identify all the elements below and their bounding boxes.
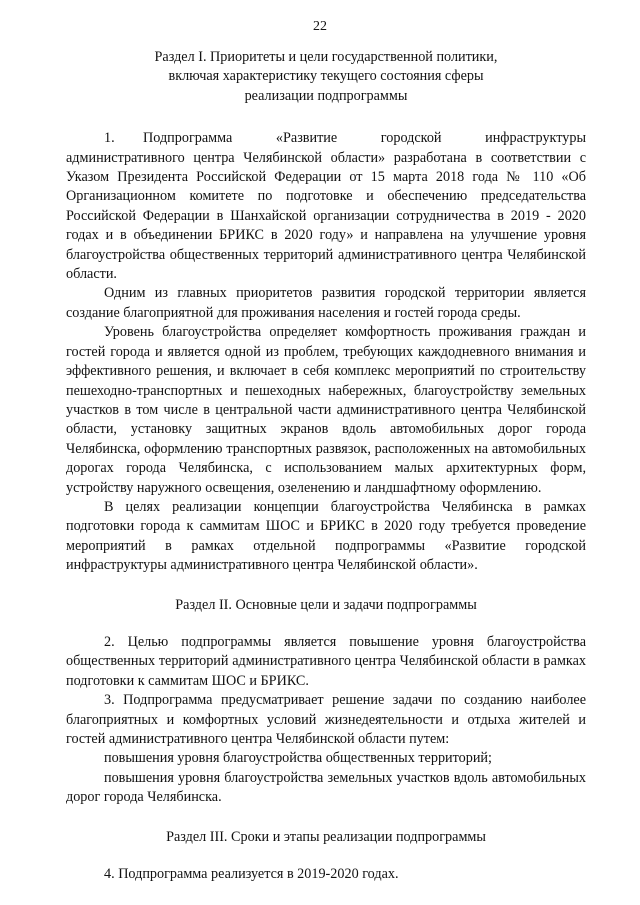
paragraph-2: 2. Целью подпрограммы является повышение уровня благоустройства общественных территорий административного центра Челябинской области в рамках подготовки к саммитам ШОС и БРИКС.	[66, 633, 586, 689]
paragraph-3: 3. Подпрограмма предусматривает решение задачи по созданию наиболее благоприятных и комфортных условий жизнедеятельности и отдыха жителей и гостей административного центра Челябинской области путем:	[66, 692, 586, 747]
page-number: 22	[313, 19, 327, 34]
section-1-title-line: включая характеристику текущего состояния сферы	[168, 68, 484, 85]
paragraph-3-item-1: повышения уровня благоустройства общественных территорий;	[104, 750, 492, 767]
paragraph-level: Уровень благоустройства определяет комфортность проживания граждан и гостей города и является одной из проблем, требующих каждодневного внимания и эффективного решения, и включает в себя комплекс мероприятий по строительству пешеходно-транспортных и пешеходных набережных, благоустройству земельных участков в том числе в центральной части административного центра Челябинской области, установку защитных экранов вдоль автомобильных дорог города Челябинска, оформлению транспортных развязок, расположенных на автомобильных дорогах города Челябинска, с использованием малых архитектурных форм, устройству наружного освещения, озеленению и ландшафтному оформлению.	[66, 324, 586, 496]
paragraph-4: 4. Подпрограмма реализуется в 2019-2020 годах.	[104, 866, 399, 883]
document-body	[66, 48, 586, 884]
paragraph-priorities: Одним из главных приоритетов развития городской территории является создание благоприятной для проживания населения и гостей города среды.	[66, 285, 586, 321]
paragraph-concept: В целях реализации концепции благоустройства Челябинска в рамках подготовки города к саммитам ШОС и БРИКС в 2020 году требуется проведение мероприятий в рамках отдельной подпрограммы «Развитие городской инфраструктуры административного центра Челябинской области».	[66, 498, 586, 574]
paragraph-1: 1. Подпрограмма «Развитие городской инфраструктуры административного центра Челябинской области» разработана в соответствии с Указом Президента Российской Федерации от 15 марта 2018 года № 110 «Об Организационном комитете по подготовке и обеспечению председательства Российской Федерации в Шанхайской организации сотрудничества в 2019 - 2020 годах и в объединении БРИКС в 2020 году» и направлена на улучшение уровня благоустройства общественных территорий административного центра Челябинской области.	[66, 130, 586, 283]
section-3-title: Раздел III. Сроки и этапы реализации подпрограммы	[166, 828, 486, 845]
section-1-title-line: реализации подпрограммы	[244, 87, 408, 104]
paragraph-3-item-2: повышения уровня благоустройства земельных участков вдоль автомобильных дорог города Челябинска.	[66, 769, 586, 806]
section-1-title	[66, 48, 586, 106]
section-2-title: Раздел II. Основные цели и задачи подпрограммы	[175, 596, 477, 613]
section-1-title-line: Раздел I. Приоритеты и цели государственной политики,	[154, 49, 498, 65]
